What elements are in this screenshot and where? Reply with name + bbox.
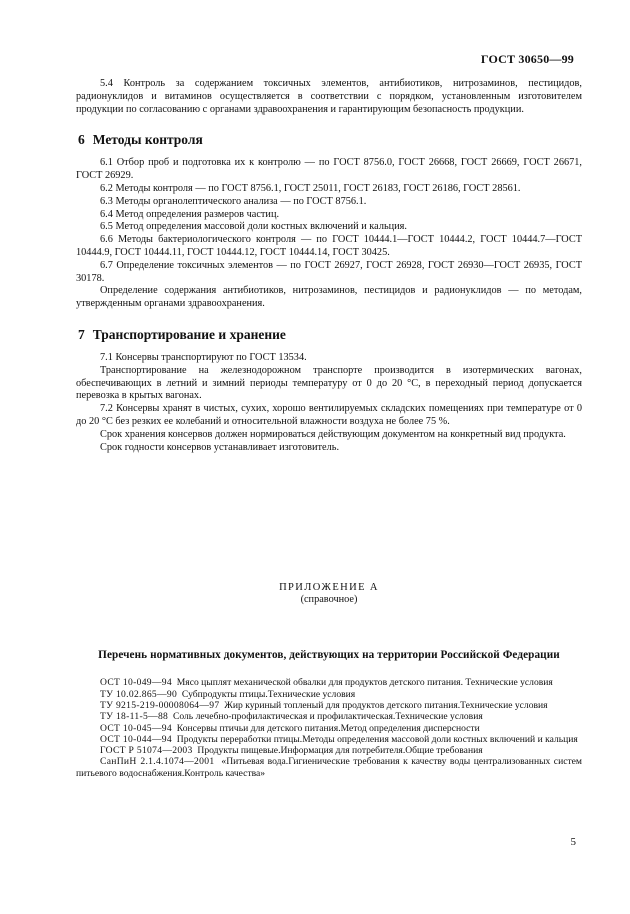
document-body	[76, 78, 582, 779]
section-6-number: 6	[78, 132, 85, 148]
reference-item	[76, 734, 582, 745]
section-6-heading	[76, 132, 582, 148]
reference-text: Соль лечебно-профилактическая и профилактическая.Технические условия	[172, 711, 483, 723]
reference-item	[76, 723, 582, 734]
reference-text: Жир куриный топленый для продуктов детского питания.Технические условия	[224, 699, 548, 711]
appendix-heading: Перечень нормативных документов, действующих на территории Российской Федерации	[98, 649, 560, 662]
page-number: 5	[570, 836, 576, 848]
reference-item	[76, 700, 582, 711]
reference-code: ОСТ 10-049—94	[100, 677, 172, 689]
reference-text: Мясо цыплят механической обвалки для продуктов детского питания. Технические условия	[176, 677, 553, 689]
reference-text: «Питьевая вода.Гигиенические требования к качеству воды централизованных систем питьевого водоснабжения.Контроль качества»	[76, 756, 582, 779]
reference-code: ТУ 9215-219-00008064—97	[100, 699, 220, 711]
paragraph-7-2: 7.2 Консервы хранят в чистых, сухих, хорошо вентилируемых складских помещениях при температуре от 0 до 20 °С без резких ее колебаний и относительной влажности воздуха не более 75 %.	[76, 403, 582, 427]
reference-code: ОСТ 10-044—94	[100, 733, 172, 745]
reference-item	[76, 677, 582, 688]
standard-header: ГОСТ 30650—99	[480, 52, 574, 66]
reference-code: СанПиН 2.1.4.1074—2001	[100, 756, 215, 768]
paragraph-7-1-transport: Транспортирование на железнодорожном транспорте производится в изотермических вагонах, обеспечивающих в летний и зимний периоды температуру от 0 до 20 °С, в переходный период допускается перевозка в крытых вагонах.	[76, 364, 582, 402]
paragraph-6-2: 6.2 Методы контроля — по ГОСТ 8756.1, ГОСТ 25011, ГОСТ 26183, ГОСТ 26186, ГОСТ 28561.	[100, 182, 521, 194]
section-6	[76, 132, 582, 311]
paragraph-6-7-note: Определение содержания антибиотиков, нитрозаминов, пестицидов и радионуклидов — по методам, утвержденным органами здравоохранения.	[76, 285, 582, 310]
appendix-subtitle: (справочное)	[300, 594, 358, 606]
section-6-title: Методы контроля	[92, 132, 203, 148]
reference-item	[76, 756, 582, 779]
reference-text: Продукты пищевые.Информация для потребителя.Общие требования	[197, 745, 483, 757]
section-7-heading	[76, 327, 582, 343]
paragraph-5-4: 5.4 Контроль за содержанием токсичных элементов, антибиотиков, нитрозаминов, пестицидов, радионуклидов и витаминов осуществляется в соответствии с порядком, установленным изготовителем продукции по согласованию с органами здравоохранения и гарантирующим безопасность продукции.	[76, 78, 582, 115]
reference-text: Субпродукты птицы.Технические условия	[181, 688, 356, 700]
paragraph-7-1: 7.1 Консервы транспортируют по ГОСТ 13534.	[100, 351, 307, 363]
section-5	[76, 78, 582, 116]
paragraph-6-6: 6.6 Методы бактериологического контроля — по ГОСТ 10444.1—ГОСТ 10444.2, ГОСТ 10444.7—ГОСТ 10444.9, ГОСТ 10444.11, ГОСТ 10444.12, ГОСТ 10444.14, ГОСТ 30425.	[76, 234, 582, 258]
reference-item	[76, 689, 582, 700]
reference-item	[76, 711, 582, 722]
paragraph-6-4: 6.4 Метод определения размеров частиц.	[100, 208, 280, 220]
appendix-title: ПРИЛОЖЕНИЕ А	[279, 582, 379, 594]
section-7	[76, 327, 582, 454]
paragraph-7-2-shelf-life: Срок годности консервов устанавливает изготовитель.	[100, 441, 340, 453]
paragraph-6-3: 6.3 Методы органолептического анализа — по ГОСТ 8756.1.	[100, 195, 367, 207]
reference-text: Консервы птичьи для детского питания.Метод определения дисперсности	[176, 722, 480, 734]
reference-code: ТУ 18-11-5—88	[100, 711, 169, 723]
reference-item	[76, 745, 582, 756]
paragraph-6-5: 6.5 Метод определения массовой доли костных включений и кальция.	[100, 221, 407, 233]
reference-text: Продукты переработки птицы.Методы определения массовой доли костных включений и кальция	[176, 733, 578, 745]
paragraph-6-7: 6.7 Определение токсичных элементов — по ГОСТ 26927, ГОСТ 26928, ГОСТ 26930—ГОСТ 26935, ГОСТ 30178.	[76, 259, 582, 284]
reference-code: ТУ 10.02.865—90	[100, 688, 178, 700]
reference-list	[76, 677, 582, 779]
paragraph-7-2-storage-term: Срок хранения консервов должен нормироваться действующим документом на конкретный вид продукта.	[100, 428, 566, 440]
appendix-header	[76, 582, 582, 605]
reference-code: ГОСТ Р 51074—2003	[100, 745, 193, 757]
section-7-number: 7	[78, 326, 85, 342]
section-7-title: Транспортирование и хранение	[92, 326, 286, 342]
reference-code: ОСТ 10-045—94	[100, 722, 172, 734]
paragraph-6-1: 6.1 Отбор проб и подготовка их к контролю — по ГОСТ 8756.0, ГОСТ 26668, ГОСТ 26669, ГОСТ 26671, ГОСТ 26929.	[76, 157, 582, 182]
